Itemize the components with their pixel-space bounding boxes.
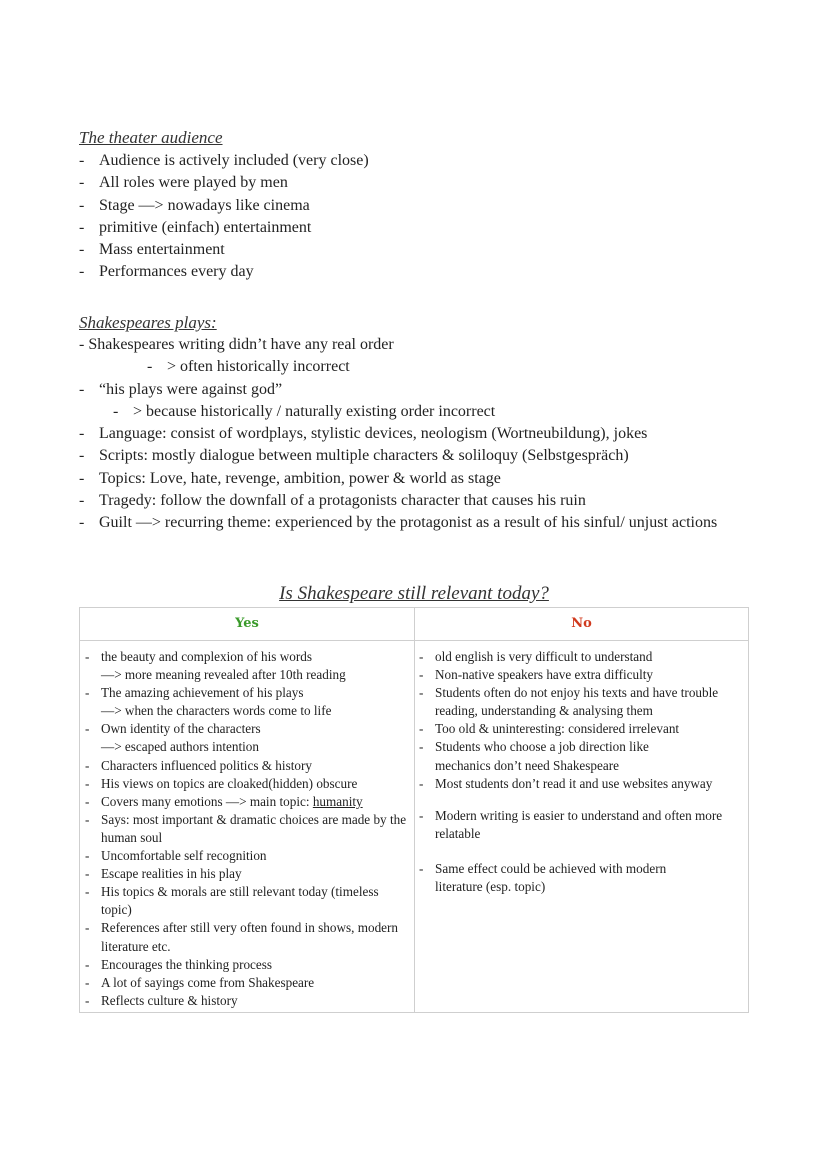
list-item: - Non-native speakers have extra difficulty: [419, 667, 653, 683]
spacer: [419, 843, 745, 860]
list-item: - Language: consist of wordplays, stylistic devices, neologism (Wortneubildung), jokes: [79, 425, 648, 443]
list-item: - The amazing achievement of his plays: [85, 685, 304, 701]
list-item: - “his plays were against god”: [79, 380, 283, 398]
list-item: - Mass entertainment: [79, 241, 225, 259]
yes-column: [85, 648, 410, 1010]
list-item: - Encourages the thinking process: [85, 956, 273, 972]
list-item: - Shakespeares writing didn’t have any real order: [79, 336, 394, 353]
list-item: - Modern writing is easier to understand and often more relatable: [419, 808, 723, 842]
audience-heading: The theater audience: [79, 128, 223, 147]
list-item: - Students who choose a job direction like mechanics don’t need Shakespeare: [419, 739, 649, 773]
list-item: - His topics & morals are still relevant today (timeless topic): [85, 884, 379, 918]
audience-section: [79, 127, 768, 284]
yes-header: Yes: [235, 616, 259, 631]
list-item: - References after still very often found in shows, modern literature etc.: [85, 920, 398, 954]
audience-list: [79, 150, 768, 284]
list-item: - Guilt —> recurring theme: experienced by the protagonist as a result of his sinful/ unjust actions: [79, 514, 718, 532]
list-item: - A lot of sayings come from Shakespeare: [85, 974, 315, 990]
list-item: - Stage —> nowadays like cinema: [79, 196, 310, 214]
list-item: - His views on topics are cloaked(hidden) obscure: [85, 775, 358, 791]
list-item: - Says: most important & dramatic choices are made by the human soul: [85, 811, 407, 845]
column-divider: [414, 608, 415, 1012]
no-header: No: [571, 616, 592, 631]
list-item: - All roles were played by men: [79, 174, 288, 192]
no-column: [419, 648, 745, 896]
list-item: - Tragedy: follow the downfall of a protagonists character that causes his ruin: [79, 492, 586, 510]
list-item-continuation: —> when the characters words come to life: [101, 703, 332, 719]
underlined-word: humanity: [312, 793, 363, 809]
list-item: - Same effect could be achieved with modern literature (esp. topic): [419, 860, 667, 895]
list-item: - Reflects culture & history: [85, 992, 238, 1008]
list-item: - Characters influenced politics & history: [85, 757, 312, 773]
plays-section: [79, 312, 768, 535]
list-subitem: - > because historically / naturally existing order incorrect: [113, 402, 496, 420]
list-item: - Students often do not enjoy his texts and have trouble reading, understanding & analysing them: [419, 685, 719, 719]
list-item: - Scripts: mostly dialogue between multiple characters & soliloquy (Selbstgespräch): [79, 447, 629, 465]
list-item: - Escape realities in his play: [85, 866, 242, 882]
plays-heading: Shakespeares plays:: [79, 313, 217, 332]
list-item: - Audience is actively included (very close): [79, 152, 369, 169]
list-item-continuation: —> escaped authors intention: [101, 739, 259, 755]
list-item: - Performances every day: [79, 263, 254, 281]
list-item: - the beauty and complexion of his words: [85, 649, 312, 664]
list-item: - Most students don’t read it and use websites anyway: [419, 775, 713, 791]
list-subitem: - > often historically incorrect: [147, 358, 350, 376]
table-title: Is Shakespeare still relevant today?: [279, 583, 549, 604]
spacer: [419, 793, 745, 808]
list-item: - Uncomfortable self recognition: [85, 848, 267, 864]
list-item: - Covers many emotions —> main topic: humanity: [85, 793, 363, 809]
list-item: - Too old & uninteresting: considered irrelevant: [419, 721, 680, 737]
comparison-table: [79, 607, 749, 1013]
list-item-continuation: —> more meaning revealed after 10th reading: [101, 667, 346, 683]
list-item: - Own identity of the characters: [85, 721, 261, 737]
list-item: - Topics: Love, hate, revenge, ambition, power & world as stage: [79, 469, 501, 487]
list-item: - primitive (einfach) entertainment: [79, 218, 312, 236]
list-item: - old english is very difficult to understand: [419, 649, 653, 664]
